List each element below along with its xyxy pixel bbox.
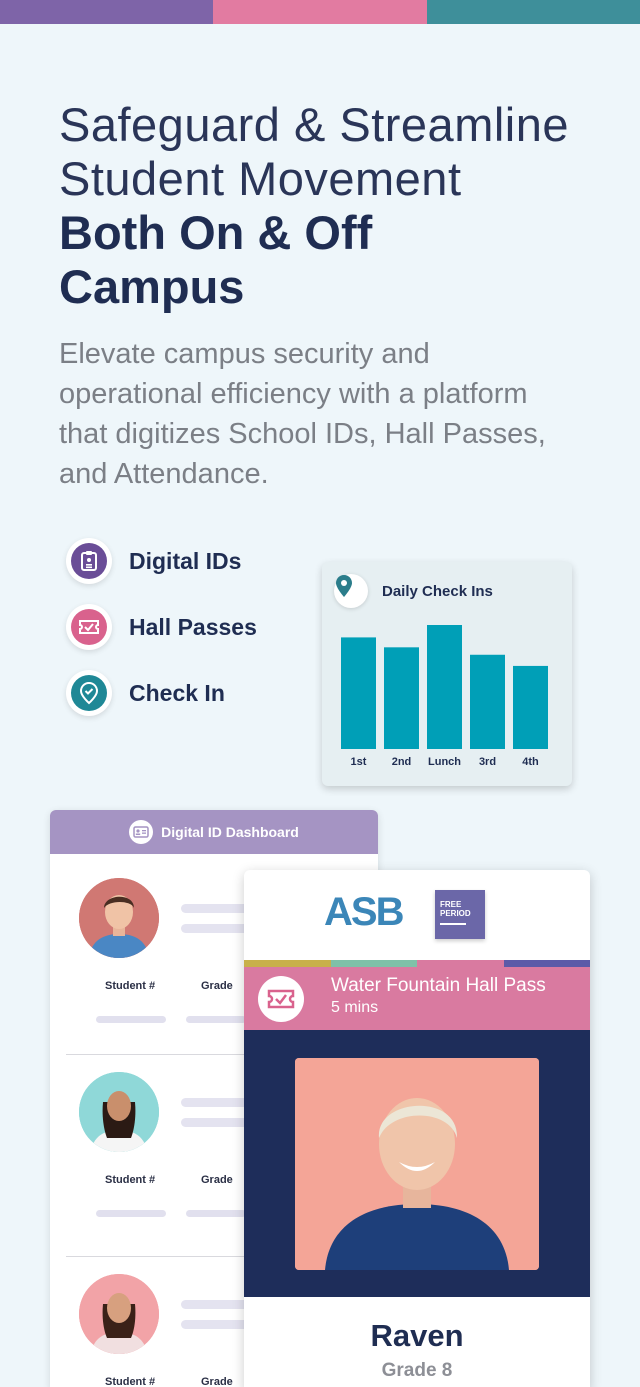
- placeholder-line: [181, 1118, 251, 1127]
- hall-pass-title: Water Fountain Hall Pass: [331, 975, 546, 996]
- placeholder-line: [181, 1098, 251, 1107]
- placeholder-line: [181, 1300, 251, 1309]
- grade-label: Grade: [201, 1376, 233, 1387]
- student-avatar: [79, 1274, 159, 1354]
- hall-pass-duration: 5 mins: [331, 999, 379, 1016]
- placeholder-line: [181, 904, 251, 913]
- ticket-icon: [258, 976, 304, 1022]
- hall-pass-banner: [244, 967, 590, 1030]
- hero-title: [59, 98, 619, 314]
- feature-label: Hall Passes: [129, 613, 257, 640]
- chart-tick-label: Lunch: [428, 756, 461, 768]
- student-name: Raven: [370, 1318, 464, 1353]
- ticket-icon: [66, 604, 112, 650]
- feature-label: Check In: [129, 679, 225, 706]
- color-segment-teal: [427, 0, 640, 24]
- student-number-label: Student #: [105, 1174, 156, 1186]
- hero-title-bold2: Campus: [59, 260, 245, 313]
- student-photo: [295, 1058, 539, 1270]
- chart-title: Daily Check Ins: [382, 582, 493, 600]
- hero-title-line1: Safeguard & Streamline: [59, 98, 570, 151]
- chart-bar-2nd: [384, 647, 419, 749]
- chart-tick-label: 4th: [522, 756, 539, 768]
- color-segment-purple: [0, 0, 213, 24]
- placeholder-pill: [96, 1210, 166, 1217]
- top-color-bar: [0, 0, 640, 24]
- color-stripe: [244, 960, 590, 967]
- placeholder-pill: [186, 1210, 246, 1217]
- location-pin-icon: [334, 574, 368, 608]
- chart-bar-4th: [513, 666, 548, 749]
- daily-check-ins-card: [322, 562, 572, 786]
- location-check-icon: [66, 670, 112, 716]
- chart-tick-label: 2nd: [391, 756, 412, 768]
- hero-subtitle: Elevate campus security and operational efficiency with a platform that digitizes School IDs, Hall Passes, and Attendance.: [59, 338, 546, 490]
- placeholder-line: [181, 1320, 251, 1329]
- clipboard-id-icon: [66, 538, 112, 584]
- feature-hall-passes: [66, 604, 257, 650]
- placeholder-pill: [96, 1016, 166, 1023]
- feature-label: Digital IDs: [129, 547, 242, 574]
- badge-line2: PERIOD: [440, 909, 471, 918]
- id-card-icon: [129, 820, 153, 844]
- grade-label: Grade: [201, 1174, 233, 1186]
- student-number-label: Student #: [105, 980, 156, 992]
- student-photo-panel: [244, 1030, 590, 1297]
- color-segment-pink: [213, 0, 426, 24]
- dashboard-title: Digital ID Dashboard: [161, 824, 299, 840]
- placeholder-line: [181, 924, 251, 933]
- chart-header: [334, 574, 493, 608]
- chart-tick-label: 1st: [350, 756, 367, 768]
- hero-title-bold1: Both On & Off: [59, 206, 373, 259]
- student-number-label: Student #: [105, 1376, 156, 1387]
- chart-bar-1st: [341, 637, 376, 749]
- badge-line1: FREE: [440, 900, 462, 909]
- student-avatar: [79, 1072, 159, 1152]
- free-period-badge: [435, 890, 485, 939]
- grade-label: Grade: [201, 980, 233, 992]
- student-avatar: [79, 878, 159, 958]
- feature-list: [66, 538, 257, 736]
- asb-logo: ASB: [324, 890, 403, 934]
- dashboard-header: [50, 810, 378, 854]
- chart-tick-label: 3rd: [478, 756, 497, 768]
- placeholder-pill: [186, 1016, 246, 1023]
- chart-bar-3rd: [470, 655, 505, 749]
- student-id-card: [244, 870, 590, 1387]
- feature-check-in: [66, 670, 257, 716]
- student-grade: Grade 8: [381, 1360, 453, 1381]
- feature-digital-ids: [66, 538, 257, 584]
- chart-bar-lunch: [427, 625, 462, 749]
- hero-title-line2: Student Movement: [59, 152, 462, 205]
